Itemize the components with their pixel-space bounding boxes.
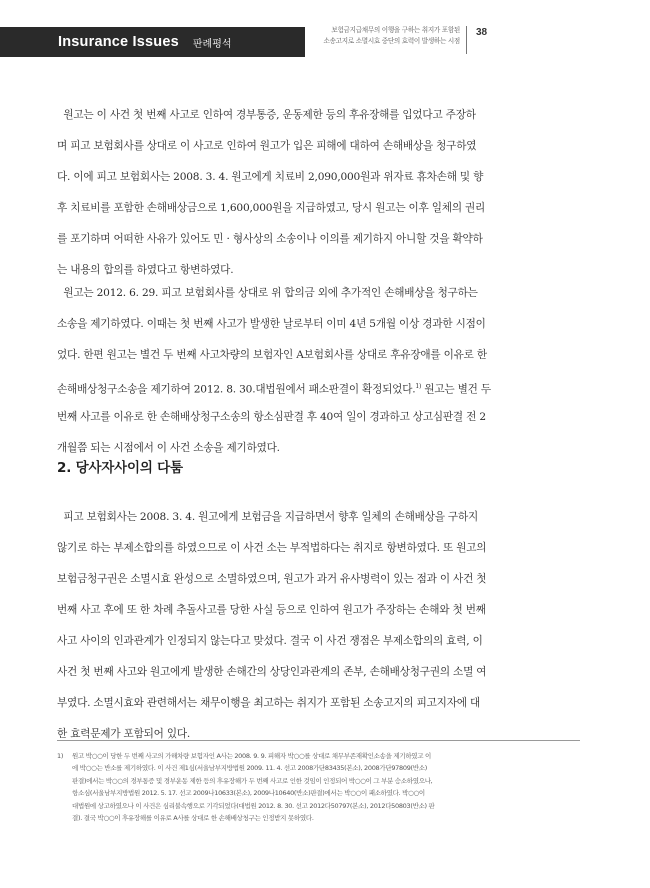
footnote-line: 결). 결국 박○○이 후유장해를 이유로 A사를 상대로 한 손해배상청구는 인정받지 못하였다. (72, 813, 314, 822)
text-line: 다. 이에 피고 보험회사는 2008. 3. 4. 원고에게 치료비 2,090,000원과 위자료 휴차손해 및 향 (57, 171, 484, 183)
footnote-line: 대법원에 상고하였으나 이 사건은 심리불속행으로 기각되었다(대법원 2012. 8. 30. 선고 2012다50797(본소), 2012다50803(반소) 판 (72, 801, 435, 810)
footnote-line: 판결)에서는 박○○의 경부통증 및 경부운동 제한 등의 후유장해가 두 번째 사고로 인한 것임이 인정되어 박○○이 그 부분 승소하였으나, (72, 776, 433, 785)
running-article-title (316, 25, 460, 47)
text-line: 사건 첫 번째 사고와 원고에게 발생한 손해간의 상당인과관계의 존부, 손해배상청구권의 소멸 여 (57, 666, 487, 678)
page-header (0, 0, 650, 62)
paragraph-3 (57, 502, 577, 750)
footnote-line: 에 박○○는 반소를 제기하였다. 이 사건 제1심(서울남부지방법원 2009. 11. 4. 선고 2008가단83435(본소), 2008가단97809(반소) (72, 764, 427, 773)
page-number: 38 (476, 27, 488, 38)
text-line: 피고 보험회사는 2008. 3. 4. 원고에게 보험금을 지급하면서 향후 일체의 손해배상을 구하지 (63, 511, 479, 523)
paragraph-2 (57, 278, 577, 464)
running-title-line: 보험금지급채무의 이행을 구하는 취지가 포함된 (331, 26, 460, 34)
footnote-line: 항소심(서울남부지방법원 2012. 5. 17. 선고 2009나10633(본소), 2009나10640(반소)판결)에서는 박○○이 패소하였다. 박○○이 (72, 789, 425, 798)
paragraph-1 (57, 100, 577, 286)
series-title: Insurance Issues (58, 34, 179, 50)
header-bar (0, 27, 305, 57)
running-title-line: 소송고지로 소멸시효 중단의 효력이 발생하는 시점 (323, 37, 460, 45)
text-line: 번째 사고 후에 또 한 차례 추돌사고를 당한 사실 등으로 인하여 원고가 주장하는 손해와 첫 번째 (57, 604, 486, 616)
text-line: 사고 사이의 인과관계가 인정되지 않는다고 맞섰다. 결국 이 사건 쟁점은 부제소합의의 효력, 이 (57, 635, 483, 647)
text-line: 손해배상청구소송을 제기하여 2012. 8. 30.대법원에서 패소판결이 확정되었다.$^{1)}$ 원고는 별건 두 (57, 383, 491, 396)
text-line: 를 포기하며 어떠한 사유가 있어도 민 · 형사상의 소송이나 이의를 제기하지 아니할 것을 확약하 (57, 233, 483, 245)
header-divider (466, 26, 467, 54)
text-line: 개월쯤 되는 시점에서 이 사건 소송을 제기하였다. (57, 442, 280, 454)
section-heading: 2. 당사자사이의 다툼 (57, 460, 183, 476)
text-line: 원고는 2012. 6. 29. 피고 보험회사를 상대로 위 합의금 외에 추가적인 손해배상을 청구하는 (63, 287, 478, 299)
footnote-line: 원고 박○○이 당한 두 번째 사고의 가해차량 보험자인 A사는 2008. 9. 9. 피해자 박○○를 상대로 채무부존재확인소송을 제기하였고 이 (72, 752, 432, 760)
text-line: 한 효력문제가 포함되어 있다. (57, 728, 191, 740)
footnote (57, 750, 587, 824)
footnote-divider (57, 740, 580, 741)
text-line: 며 피고 보험회사를 상대로 이 사고로 인하여 원고가 입은 피해에 대하여 손해배상을 청구하였 (57, 140, 477, 152)
text-line: 번째 사고를 이유로 한 손해배상청구소송의 항소심판결 후 40여 일이 경과하고 상고심판결 전 2 (57, 411, 486, 423)
text-line: 부였다. 소멸시효와 관련해서는 채무이행을 최고하는 취지가 포함된 소송고지의 피고지자에 대 (57, 697, 480, 709)
text-line: 원고는 이 사건 첫 번째 사고로 인하여 경부통증, 운동제한 등의 후유장해를 입었다고 주장하 (63, 109, 476, 121)
text-line: 소송을 제기하였다. 이때는 첫 번째 사고가 발생한 날로부터 이미 4년 5개월 이상 경과한 시점이 (57, 318, 486, 330)
footnote-number: 1) (57, 752, 64, 760)
footnote-ref[interactable]: 1) (415, 383, 422, 390)
text-line: 는 내용의 합의를 하였다고 항변하였다. (57, 264, 234, 276)
text-line: 었다. 한편 원고는 별건 두 번째 사고차량의 보험자인 A보험회사를 상대로 후유장애를 이유로 한 (57, 349, 487, 361)
text-line: 후 치료비를 포함한 손해배상금으로 1,600,000원을 지급하였고, 당시 원고는 이후 일체의 권리 (57, 202, 486, 214)
text-line: 보험금청구권은 소멸시효 완성으로 소멸하였으며, 원고가 과거 유사병력이 있는 점과 이 사건 첫 (57, 573, 487, 585)
text-line: 않기로 하는 부제소합의를 하였으므로 이 사건 소는 부적법하다는 취지로 항변하였다. 또 원고의 (57, 542, 487, 554)
section-label: 판례평석 (192, 38, 232, 50)
